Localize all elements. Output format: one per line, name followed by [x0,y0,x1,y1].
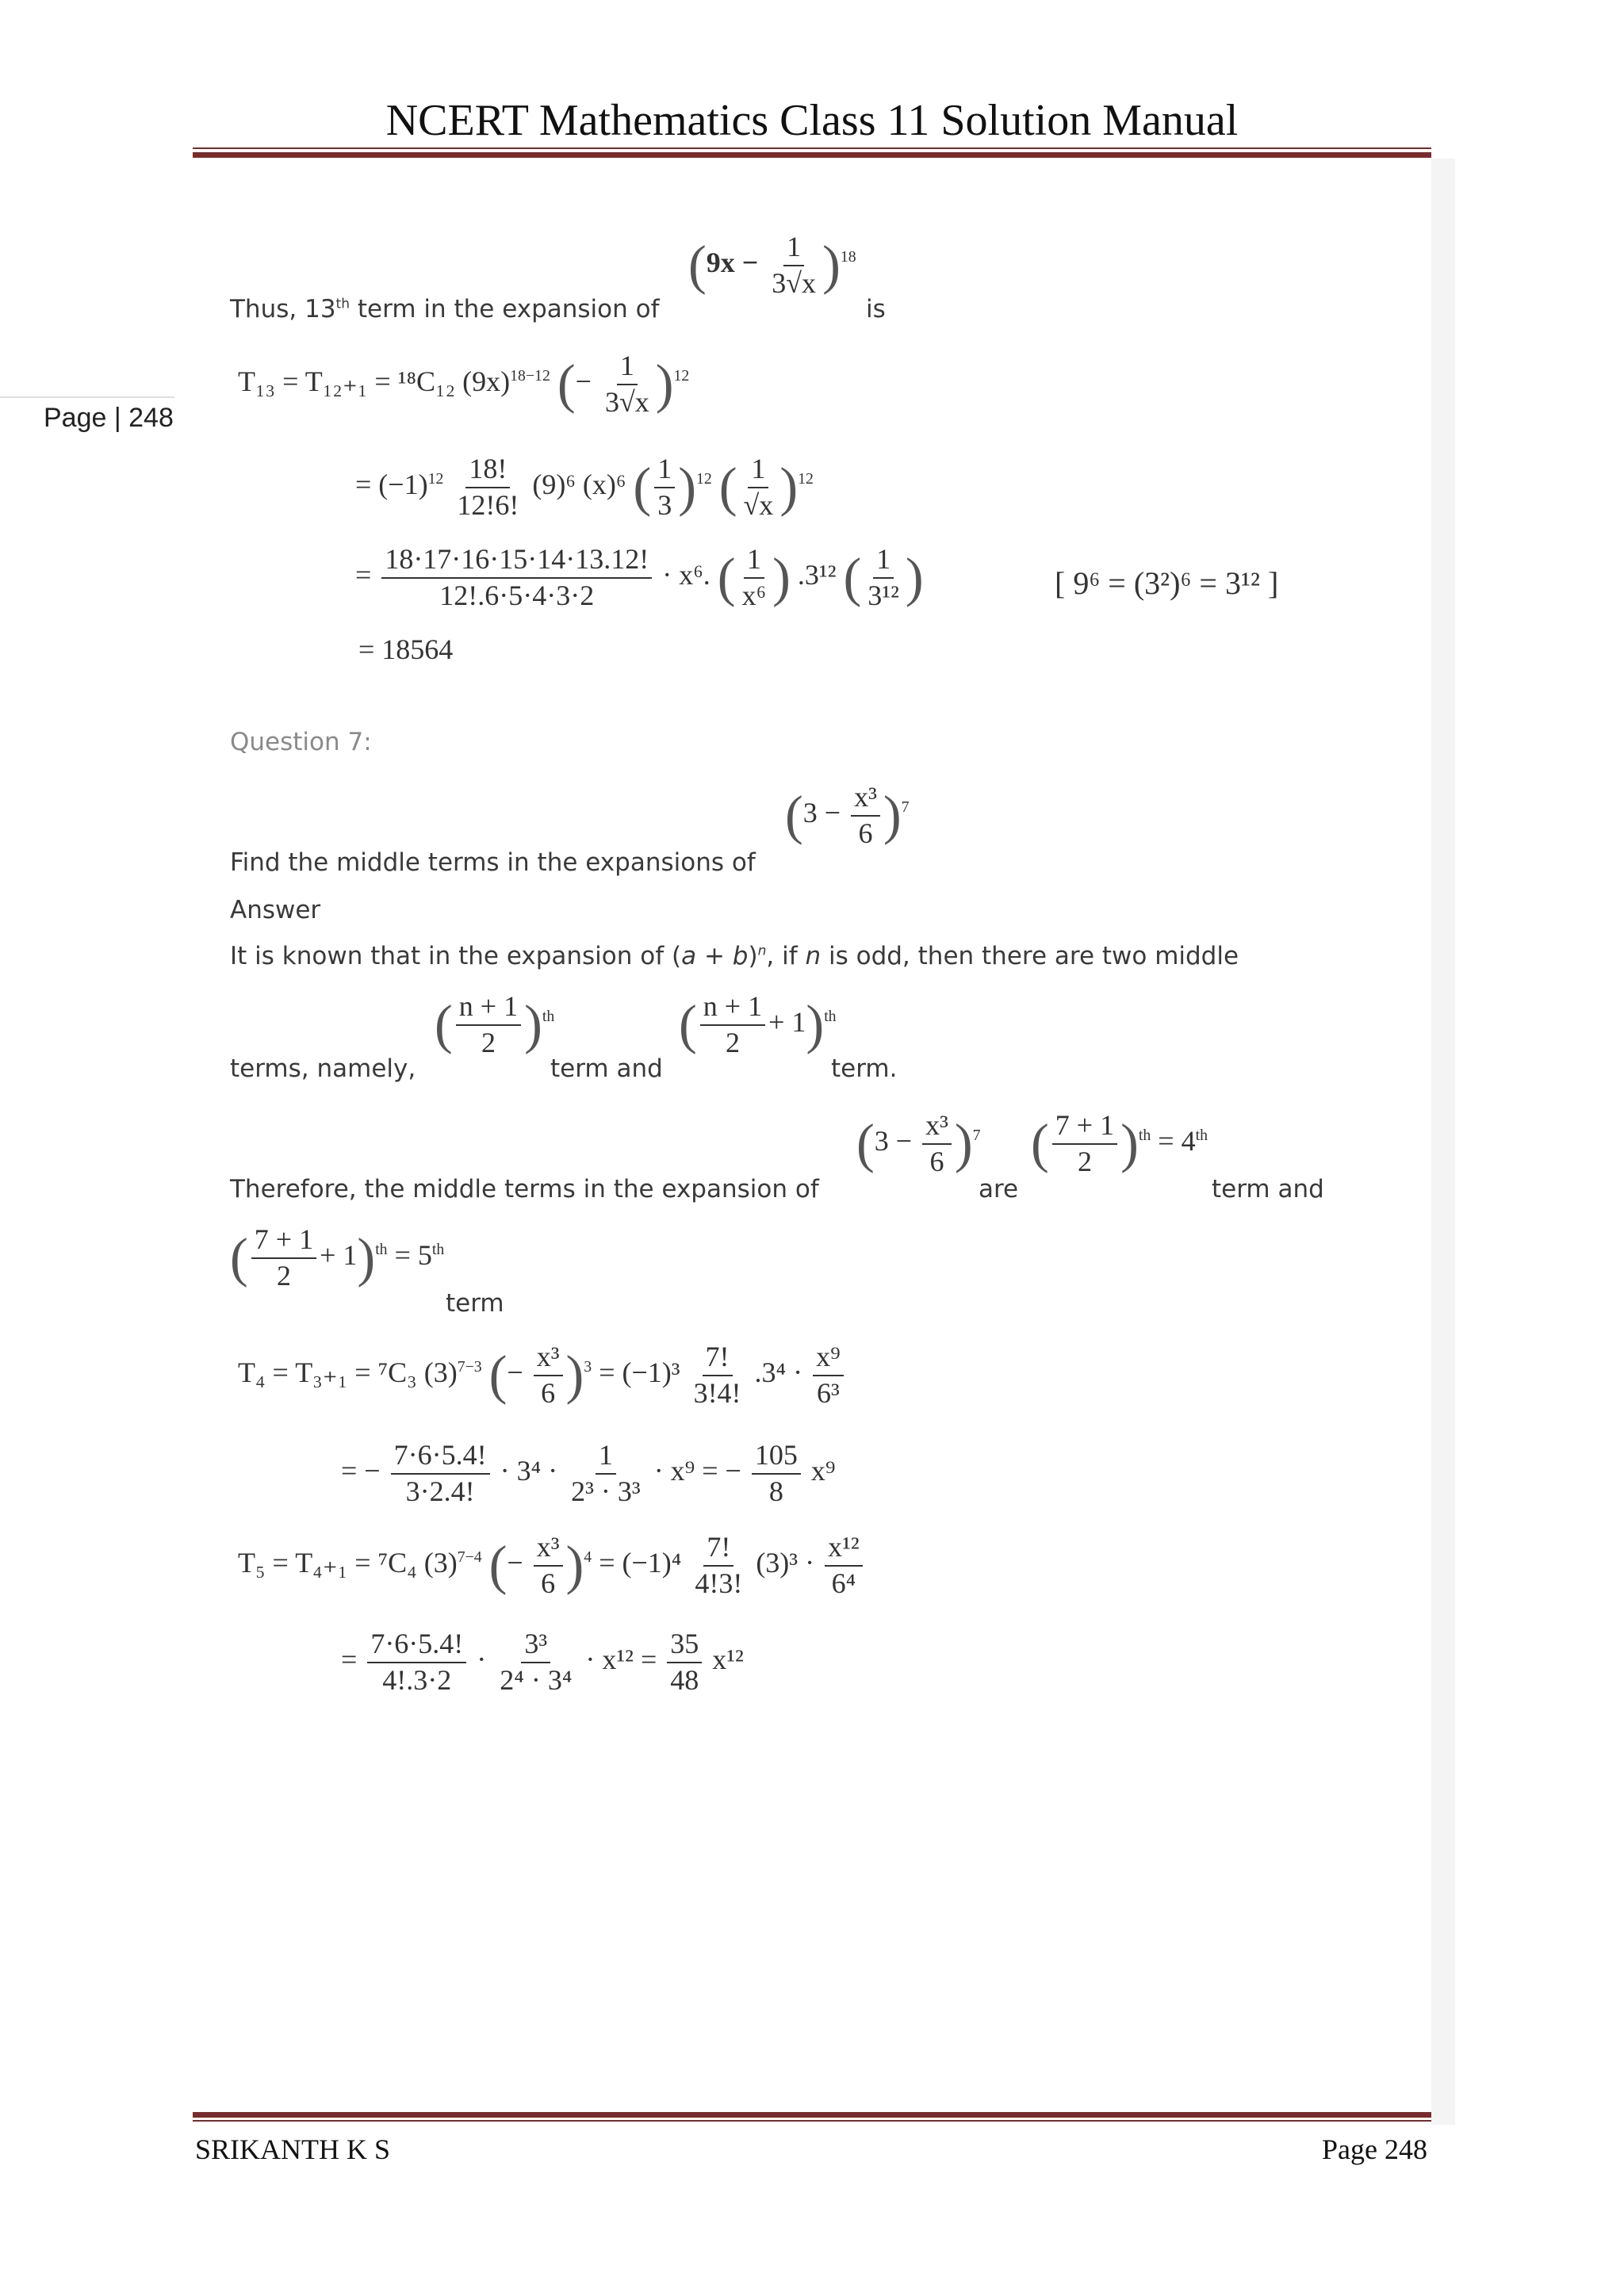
t13-line-2: = $(-1)^{12}$ $\frac{18!}{12!6!}$ (9)⁶ (x)⁶ ( $\frac{1}{3}$ )$^{12}$ ( $\frac{1}{√x}$ )$^{12}$ [355,453,814,521]
t13-result: = 18564 [358,633,454,665]
therefore-line: Therefore, the middle terms in the expansion of [230,1175,819,1203]
t13-line-3: = $\frac{18\cdot 17\cdot 16\cdot 15\cdot 14\cdot 13.12!}{12!.6\cdot 5\cdot 4\cdot 3\cdot 2}$ · x⁶. ( $\frac{1}{\text{x⁶}}$ ) .3¹² ( $\frac{1}{\text{3¹²}}$ ) [355,543,924,611]
are-text: are [979,1175,1019,1203]
answer-label: Answer [230,896,321,924]
footer-author: SRIKANTH K S [195,2133,391,2165]
question-label: Question 7: [230,728,372,756]
t4-line: T₄ = T₃₊₁ = ⁷C₃ $(3)^{7-3}$ (− $\frac{\text{x³}}{6}$ )$^3$ = (−1)³ $\frac{7!}{3!4!}$ .3⁴ · $\frac{\text{x⁹}}{\text{6³}}$ [238,1341,847,1409]
question-expression: (3 − $\frac{\text{x³}}{6}$ )$^7$ [785,781,910,849]
middle-term-2-formula: ( $\frac{n + 1}{2}$ + 1)$^{th}$ [679,990,837,1058]
header-rule-thin [193,147,1431,149]
page-tag-divider [0,396,174,398]
t5-line-2: = $\frac{7\cdot 6\cdot 5.4!}{4!.3\cdot 2}$ · $\frac{\text{3³}}{\text{2⁴ · 3⁴}}$ · x¹² = $\frac{35}{48}$ x¹² [341,1628,744,1696]
intro-expression: (9x − $\frac{1}{3√x}$ )$^{18}$ [688,231,856,299]
fifth-term-formula: ( $\frac{7 + 1}{2}$ + 1)$^{th}$ = 5th [230,1223,445,1292]
right-margin-shade [1431,159,1455,2125]
terms-and: term and [550,1054,663,1083]
question-text: Find the middle terms in the expansions of [230,848,756,877]
footer-rule-thick [193,2112,1431,2118]
bracket-note: [ 9⁶ = (3²)⁶ = 3¹² ] [1055,565,1279,601]
footer-rule-thin [193,2120,1431,2122]
terms-namely: terms, namely, [230,1054,416,1083]
t4-line-2: = − $\frac{7\cdot 6\cdot 5.4!}{3\cdot 2.4!}$ · 3⁴ · $\frac{1}{\text{2³ · 3³}}$ · x⁹ = − $\frac{105}{8}$ x⁹ [341,1439,836,1507]
intro-suffix: is [866,295,886,323]
footer-page-number: Page 248 [1322,2133,1427,2165]
header-rule-thick [193,152,1431,158]
therefore-expression: (3 − $\frac{\text{x³}}{6}$ )$^7$ [856,1109,981,1177]
middle-term-1-formula: ( $\frac{n + 1}{2}$ )$^{th}$ [435,990,555,1058]
t5-line: T₅ = T₄₊₁ = ⁷C₄ $(3)^{7-4}$ (− $\frac{\text{x³}}{6}$ )$^4$ = (−1)⁴ $\frac{7!}{4!3!}$ (3)³ · $\frac{\text{x¹²}}{\text{6⁴}}$ [238,1532,866,1599]
known-line: It is known that in the expansion of $(a + b)^n$, if n is odd, then there are two middle [230,942,1239,970]
page-tag: Page | 248 [44,403,174,433]
intro-line: Thus, 13th term in the expansion of [230,295,660,323]
fourth-term-formula: ( $\frac{7 + 1}{2}$ )$^{th}$ = 4th [1031,1109,1208,1177]
page-header-title: NCERT Mathematics Class 11 Solution Manual [385,96,1239,145]
terms-end: term. [831,1054,898,1083]
t13-line: T₁₃ = T₁₂₊₁ = ¹⁸C₁₂ $(9x)^{18-12}$ (− $\frac{1}{3√x}$ )$^{12}$ [238,350,690,418]
fifth-term-label: term [446,1289,504,1318]
term-and-text: term and [1212,1175,1324,1203]
